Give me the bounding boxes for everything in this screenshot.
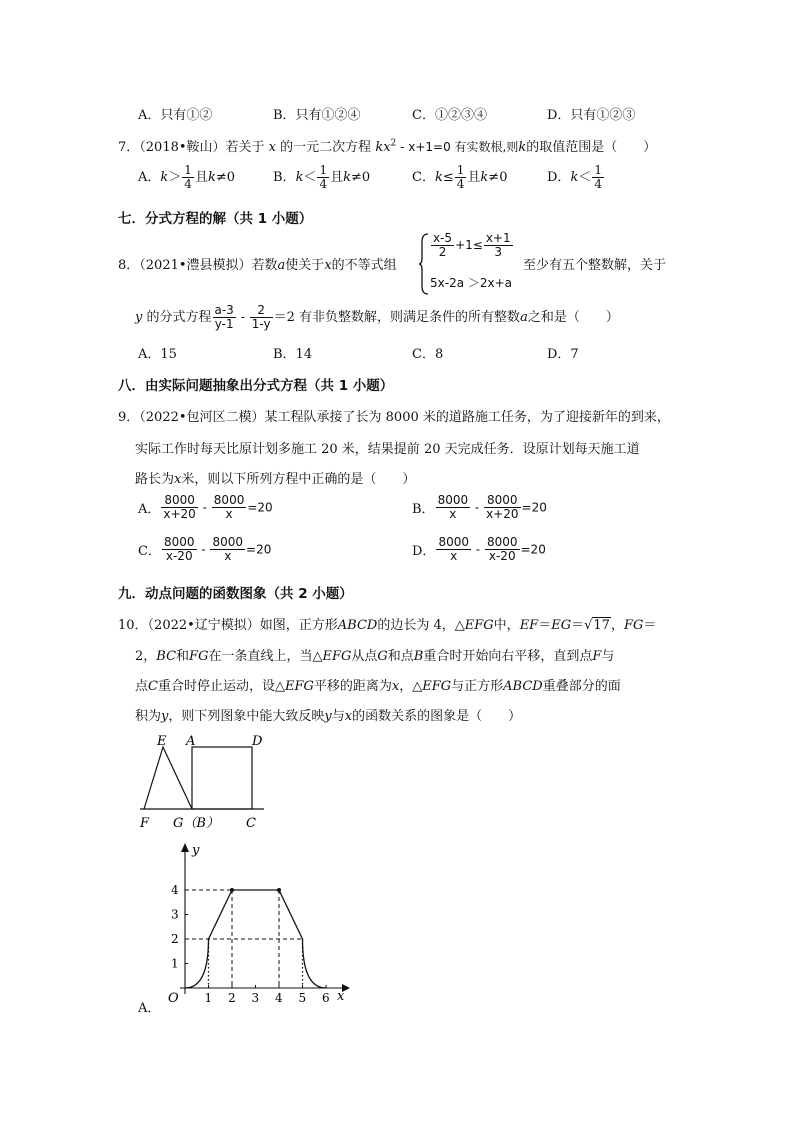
q10-line1: 10．（2022•辽宁模拟）如图，正方形ABCD的边长为 4，△EFG中，EF＝EG＝√17，FG＝: [118, 618, 657, 633]
q8-inequality-1: $\frac{x-5}{2}$ +1≤ $\frac{x+1}{3}$: [433, 231, 511, 260]
q6-option-d[interactable]: D．只有①②③: [547, 108, 636, 123]
section-heading-8: 八．由实际问题抽象出分式方程（共 1 小题）: [118, 378, 394, 394]
x-tick-label: 3: [251, 991, 260, 1005]
label-a: A: [186, 734, 196, 749]
x-tick-label: 6: [322, 991, 330, 1005]
y-axis-arrow-icon: [181, 843, 189, 852]
origin-label: O: [168, 991, 179, 1006]
q10-line3: 点C重合时停止运动，设△EFG平移的距离为x，△EFG与正方形ABCD重叠部分的面: [135, 679, 621, 694]
fraction: $\frac{a-3}{y-1}$: [214, 303, 234, 332]
q7-option-a[interactable]: A．k＞ $\frac{1}{4}$ 且k≠0: [138, 163, 236, 192]
geometry-figure: [130, 730, 280, 830]
q8-inequality-2: 5x-2a ＞2x+a: [430, 276, 513, 290]
y-axis-label: y: [192, 843, 200, 858]
q9-option-d[interactable]: D． $\frac{8000}{x}$ - $\frac{8000}{x-20}$ =20: [412, 535, 546, 564]
fraction: $\frac{x-5}{2}$: [433, 231, 453, 260]
fraction: $\frac{x+1}{3}$: [485, 231, 511, 260]
label-gb: G（B）: [173, 816, 219, 830]
q7-var-k: k: [518, 140, 527, 155]
q7-exponent: 2: [390, 138, 397, 149]
q9-line2: 实际工作时每天比原计划多施工 20 米，结果提前 20 天完成任务．设原计划每天施工道: [135, 442, 640, 457]
label-c: C: [246, 816, 256, 830]
q8-option-a[interactable]: A．15: [138, 347, 177, 362]
fraction: $\frac{8000}{x}$: [437, 493, 469, 522]
q8-stem-post: 至少有五个整数解，关于: [523, 258, 667, 273]
q8-option-d[interactable]: D．7: [547, 347, 579, 362]
x-tick-label: 2: [228, 991, 236, 1005]
fraction: $\frac{1}{4}$: [456, 163, 465, 192]
q7-stem: [118, 136, 656, 155]
square-abcd: [192, 747, 252, 809]
q7-option-d[interactable]: D．k＜ $\frac{1}{4}$: [547, 163, 602, 192]
label-e: E: [157, 734, 167, 749]
q10-line4: 积为y，则下列图象中能大致反映y与x的函数关系的图象是（ ）: [135, 709, 522, 724]
x-tick-label: 5: [298, 991, 307, 1005]
y-tick-label: 2: [171, 932, 179, 946]
q7-option-b[interactable]: B．k＜ $\frac{1}{4}$ 且k≠0: [273, 163, 371, 192]
x-tick-label: 4: [275, 991, 283, 1005]
q7-var-x: x: [383, 140, 391, 155]
q6-option-c[interactable]: C．①②③④: [412, 108, 487, 123]
q8-option-b[interactable]: B．14: [273, 347, 313, 362]
fraction: $\frac{2}{1-y}$: [251, 303, 271, 332]
label-d: D: [252, 734, 263, 749]
q9-option-a[interactable]: A． $\frac{8000}{x+20}$ - $\frac{8000}{x}$ =20: [138, 493, 273, 522]
fraction: $\frac{8000}{x+20}$: [163, 493, 196, 522]
q7-text: 7．（2018•鞍山）若关于: [118, 140, 265, 155]
sqrt-symbol: √17: [584, 618, 610, 633]
section-heading-7: 七．分式方程的解（共 1 小题）: [118, 211, 313, 227]
fraction: $\frac{1}{4}$: [184, 163, 192, 192]
fraction: $\frac{8000}{x}$: [438, 535, 469, 564]
q8-line2: y 的分式方程 $\frac{a-3}{y-1}$ - $\frac{2}{1-y}$ ＝2 有非负整数解，则满足条件的所有整数a之和是（ ）: [135, 303, 619, 332]
fraction: $\frac{8000}{x-20}$: [163, 535, 195, 564]
data-point: [277, 888, 281, 892]
q7-var-x: x: [268, 140, 277, 155]
q9-line3: 路长为x米，则以下所列方程中正确的是（ ）: [135, 472, 416, 487]
label-f: F: [140, 816, 150, 830]
x-tick-label: 1: [204, 991, 213, 1005]
q8-stem-pre: 8．（2021•澧县模拟）若数a使关于x的不等式组: [118, 258, 397, 273]
brace-icon: [418, 232, 430, 296]
data-point: [230, 888, 234, 892]
triangle-efg: [144, 747, 192, 809]
q6-option-a[interactable]: A．只有①②: [138, 108, 213, 123]
fraction: $\frac{8000}{x+20}$: [486, 493, 519, 522]
x-axis-label: x: [337, 989, 345, 1004]
q7-option-c[interactable]: C．k≤ $\frac{1}{4}$ 且k≠0: [412, 163, 508, 192]
q6-option-b[interactable]: B．只有①②④: [273, 108, 361, 123]
q7-text: 的一元二次方程: [280, 140, 372, 155]
section-heading-9: 九．动点问题的函数图象（共 2 小题）: [118, 586, 353, 602]
q9-option-c[interactable]: C． $\frac{8000}{x-20}$ - $\frac{8000}{x}$ =20: [138, 535, 272, 564]
q7-equation: - x+1=0 有实数根,则: [396, 140, 519, 154]
fraction: $\frac{1}{4}$: [594, 163, 602, 192]
q10-line2: 2，BC和FG在一条直线上，当△EFG从点G和点B重合时开始向右平移，直到点F与: [135, 649, 615, 664]
q9-line1: 9．（2022•包河区二模）某工程队承接了长为 8000 米的道路施工任务，为了迎接新年的到来，: [118, 410, 670, 425]
y-tick-label: 3: [171, 907, 179, 922]
q10-option-a-label[interactable]: A．: [138, 1001, 161, 1016]
fraction: $\frac{8000}{x-20}$: [486, 535, 518, 564]
y-tick-label: 4: [171, 883, 179, 897]
q8-option-c[interactable]: C．8: [412, 347, 444, 362]
q9-option-b[interactable]: B． $\frac{8000}{x}$ - $\frac{8000}{x+20}$ =20: [412, 493, 547, 522]
fraction: $\frac{8000}{x}$: [212, 535, 244, 564]
function-graph: [130, 838, 360, 1018]
q7-var-k: k: [375, 140, 384, 155]
fraction: $\frac{1}{4}$: [319, 163, 328, 192]
y-tick-label: 1: [171, 956, 179, 971]
fraction: $\frac{8000}{x}$: [213, 493, 245, 522]
q7-text: 的取值范围是（ ）: [526, 140, 657, 155]
